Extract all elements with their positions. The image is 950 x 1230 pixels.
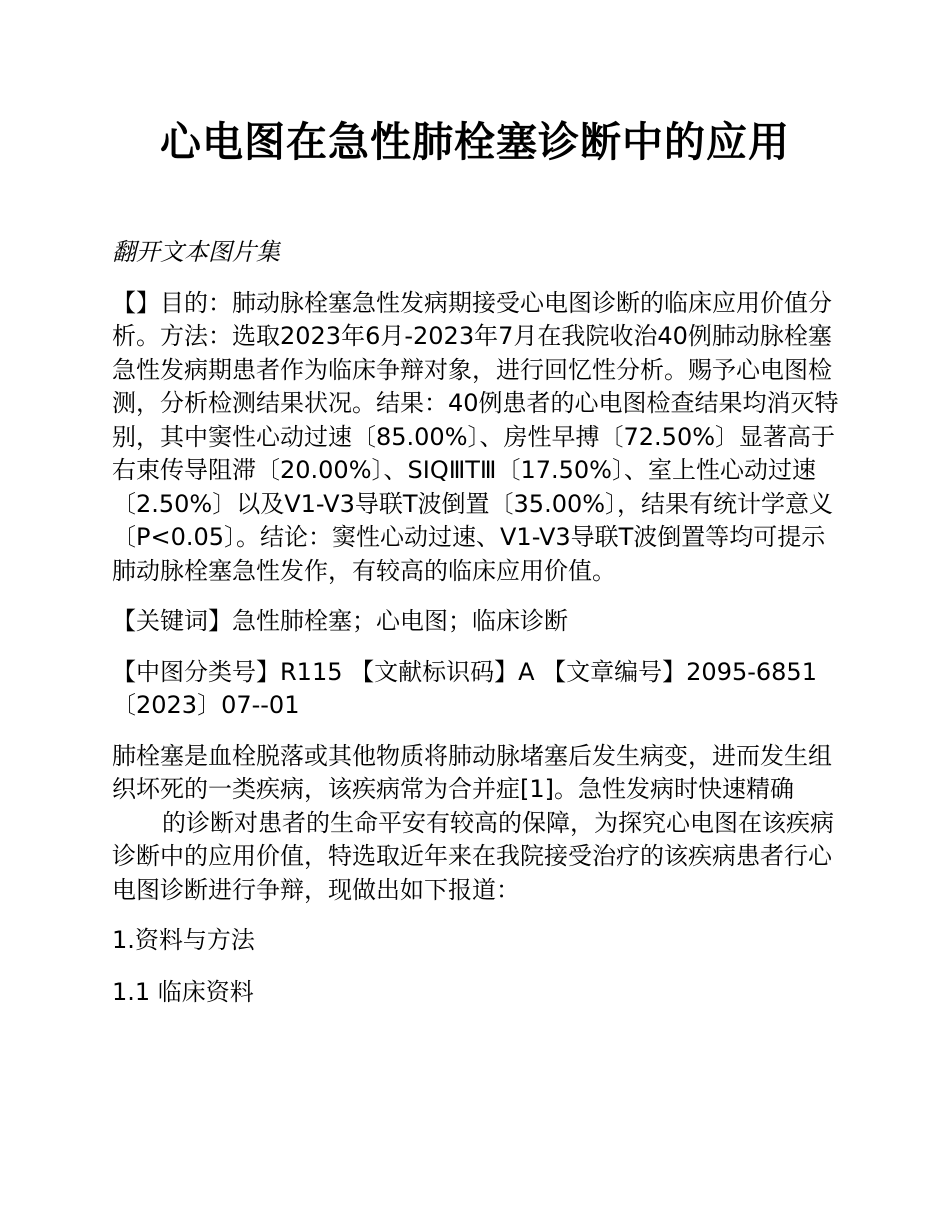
section-heading-1-1: 1.1 临床资料 [112,977,254,1006]
intro-text-part1: 肺栓塞是血栓脱落或其他物质将肺动脉堵塞后发生病变，进而发生组织坏死的一类疾病，该疾病常为合并症[1]。急性发病时快速精确 [112,741,832,803]
keywords-line: 【关键词】急性肺栓塞；心电图；临床诊断 [112,607,568,635]
image-collection-link[interactable]: 翻开文本图片集 [112,238,280,266]
intro-paragraph [112,740,840,908]
document-body [112,236,840,1009]
section-heading-1: 1.资料与方法 [112,926,255,954]
abstract-paragraph: 【】目的：肺动脉栓塞急性发病期接受心电图诊断的临床应用价值分析。方法：选取2023年6月-2023年7月在我院收治40例肺动脉栓塞急性发病期患者作为临床争辩对象，进行回忆性分析。赐予心电图检测，分析检测结果状况。结果：40例患者的心电图检查结果均消灭特别，其中窦性心动过速〔85.00%〕、房性早搏〔72.50%〕显著高于右束传导阻滞〔20.00%〕、SIQⅢTⅢ〔17.50%〕、室上性心动过速〔2.50%〕以及V1-V3导联T波倒置〔35.00%〕，结果有统计学意义〔P<0.05〕。结论：窦性心动过速、V1-V3导联T波倒置等均可提示肺动脉栓塞急性发作，有较高的临床应用价值。 [112,288,839,585]
document-title: 心电图在急性肺栓塞诊断中的应用 [160,118,790,166]
intro-text-part2: 的诊断对患者的生命平安有较高的保障，为探究心电图在该疾病诊断中的应用价值，特选取近年来在我院接受治疗的该疾病患者行心电图诊断进行争辩，现做出如下报道： [112,808,834,904]
classification-line: 【中图分类号】R115 【文献标识码】A 【文章编号】2095-6851〔2023〕07--01 [112,657,817,719]
